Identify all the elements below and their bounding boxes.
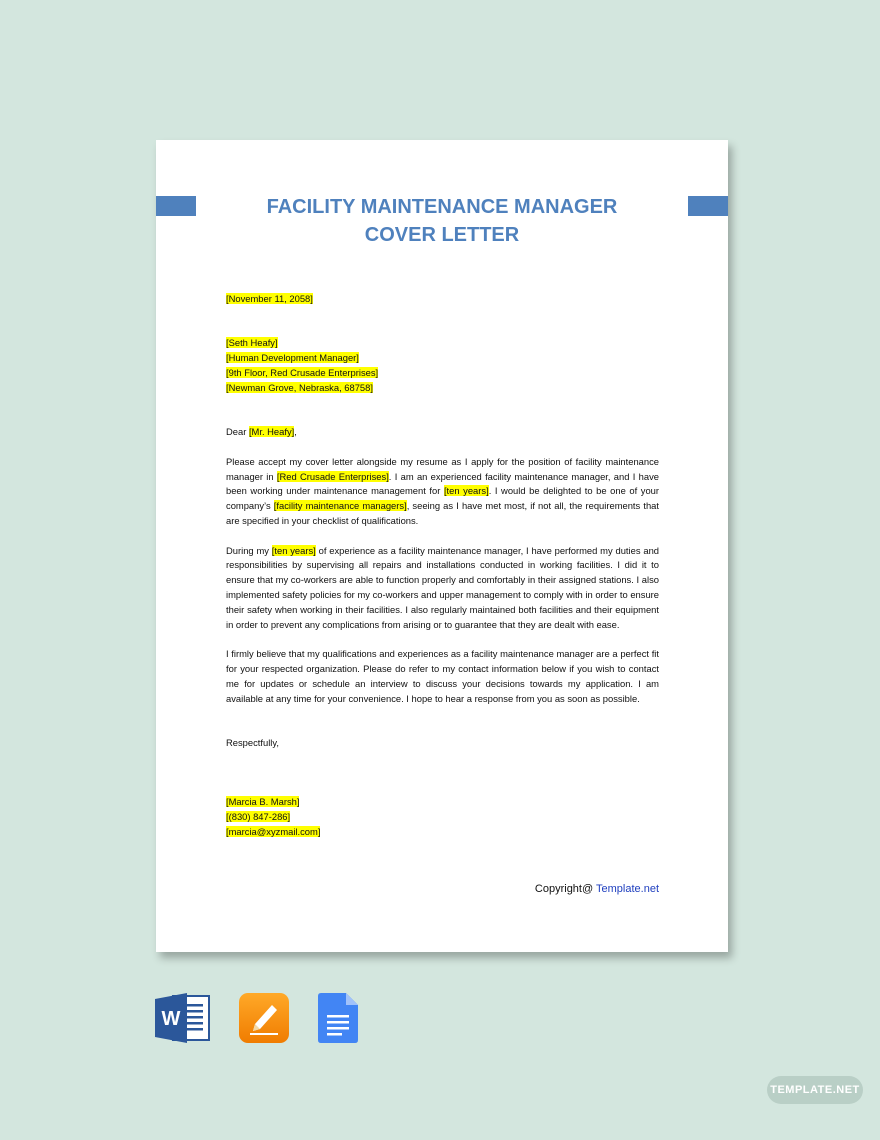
paragraph-2: [226, 544, 659, 633]
recipient-name: [226, 336, 659, 351]
salutation-prefix: Dear: [226, 426, 249, 438]
recipient-address-2-text: [Newman Grove, Nebraska, 68758]: [226, 381, 373, 393]
copyright-line: [535, 883, 659, 895]
letter-body: [226, 292, 659, 839]
sender-email: [226, 825, 659, 840]
p1-text-2: . I am an experienced facility maintenance manager, and I have been working under maintenance management for: [226, 470, 659, 497]
recipient-title-text: [Human Development Manager]: [226, 352, 359, 364]
recipient-address-1: [226, 366, 659, 381]
p1-highlight-position: [facility maintenance managers]: [273, 500, 407, 512]
closing: Respectfully,: [226, 736, 279, 748]
p2-highlight-years: [ten years]: [271, 544, 316, 556]
paragraph-3: I firmly believe that my qualifications and experiences as a facility maintenance manager are a perfect fit for your respected organization. Please do refer to my contact information below if you wish to contact me for updates or schedule an interview to discuss your decisions towards my application. I am available at any time for your convenience. I hope to hear a response from you as soon as possible.: [226, 648, 659, 704]
p2-text-2: of experience as a facility maintenance manager, I have performed my duties and responsibilities by supervising all repairs and installations conducted in working facilities. I did it to ensure that my co-workers are able to function properly and comfortably in their assigned stations. I also implemented safety policies for my co-workers and upper management to comply with in order to ensure their safety when working in their facilities. I also regularly maintained both facilities and their equipment in order to prevent any complications from arising or to guarantee that they are dealt with ease.: [226, 544, 659, 630]
google-docs-icon[interactable]: [318, 993, 358, 1043]
salutation-suffix: ,: [294, 426, 297, 438]
salutation-name: [Mr. Heafy]: [248, 426, 295, 438]
sender-email-text: [marcia@xyzmail.com]: [226, 825, 321, 837]
sender-phone: [226, 810, 659, 825]
recipient-name-text: [Seth Heafy]: [226, 337, 278, 349]
letter-date: [226, 292, 659, 307]
pages-icon[interactable]: [239, 993, 289, 1043]
sender-name-text: [Marcia B. Marsh]: [226, 796, 300, 808]
title-line-1: FACILITY MAINTENANCE MANAGER: [266, 196, 618, 218]
p2-text-1: During my: [226, 544, 272, 556]
title-line-2: COVER LETTER: [364, 224, 520, 246]
copyright-prefix: Copyright@: [534, 883, 597, 895]
paragraph-1: [226, 455, 659, 529]
document-page: [156, 140, 728, 952]
p1-text-4: , seeing as I have met most, if not all, the requirements that are specified in your checklist of qualifications.: [226, 500, 659, 526]
p1-text-3: . I would be delighted to be one of your company’s: [226, 485, 659, 512]
word-icon[interactable]: [155, 993, 211, 1043]
document-title: [156, 193, 728, 249]
svg-text:W: W: [161, 1008, 181, 1030]
p1-highlight-company: [Red Crusade Enterprises]: [276, 470, 389, 482]
date-placeholder: [November 11, 2058]: [226, 293, 313, 304]
p1-text-1: Please accept my cover letter alongside my resume as I apply for the position of facility maintenance manager in: [226, 455, 659, 482]
recipient-title: [226, 351, 659, 366]
copyright-brand-link[interactable]: Template.net: [596, 883, 659, 895]
salutation: [226, 425, 659, 440]
template-net-watermark: TEMPLATE.NET: [767, 1076, 863, 1104]
sender-name: [226, 795, 659, 810]
recipient-address-2: [226, 381, 659, 396]
p1-highlight-years: [ten years]: [443, 485, 489, 497]
sender-phone-text: [(830) 847-286]: [226, 810, 291, 822]
recipient-address-1-text: [9th Floor, Red Crusade Enterprises]: [226, 366, 379, 378]
